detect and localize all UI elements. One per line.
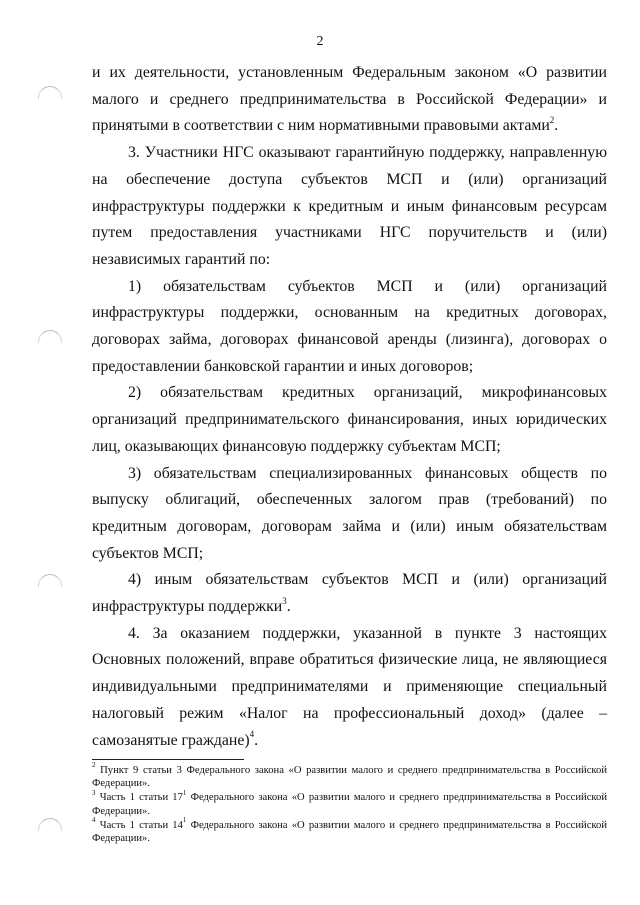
punch-hole-mark	[38, 574, 62, 587]
punch-hole-mark	[38, 818, 62, 831]
paragraph: 4. За оказанием поддержки, указанной в пункте 3 настоящих Основных положений, вправе обратиться физические лица, не являющиеся индивидуальными предпринимателями и применяющие специальный налоговый режим «Налог на профессиональный доход» (далее – самозанятые граждане)$^4$.	[92, 624, 607, 749]
footnotes	[92, 761, 608, 846]
footnote-ref[interactable]: 2	[549, 115, 555, 126]
footnote-separator	[92, 759, 244, 760]
list-item: 2) обязательствам кредитных организаций, микрофинансовых организаций предпринимательского финансирования, иных юридических лиц, оказывающих финансовую поддержку субъектам МСП;	[92, 384, 607, 455]
punch-hole-mark	[38, 330, 62, 343]
list-item: 3) обязательствам специализированных финансовых обществ по выпуску облигаций, обеспеченных залогом прав (требований) по кредитным договорам, договорам займа и (или) иным обязательствам субъектов МСП;	[92, 464, 607, 562]
document-body	[92, 60, 607, 754]
page-number: 2	[316, 34, 324, 49]
paragraph: и их деятельности, установленным Федеральным законом «О развитии малого и среднего предпринимательства в Российской Федерации» и принятыми в соответствии с ним нормативными правовыми актами$^2$.	[92, 64, 607, 135]
paragraph: 3. Участники НГС оказывают гарантийную поддержку, направленную на обеспечение доступа субъектов МСП и (или) организаций инфраструктуры поддержки к кредитным и иным финансовым ресурсам путем предоставления участниками НГС поручительств и (или) независимых гарантий по:	[92, 144, 607, 268]
footnote-ref[interactable]: 4	[249, 729, 255, 740]
footnote: $^2$ Пункт 9 статьи 3 Федерального закона «О развитии малого и среднего предпринимательства в Российской Федерации».	[92, 761, 607, 790]
footnote-ref[interactable]: 3	[282, 595, 287, 606]
footnote: $^3$ Часть 1 статьи $17^1$ Федерального закона «О развитии малого и среднего предпринимательства в Российской Федерации».	[92, 788, 608, 817]
list-item: 1) обязательствам субъектов МСП и (или) организаций инфраструктуры поддержки, основанным на кредитных договорах, договорах займа, договорах финансовой аренды (лизинга), договорах о предоставлении банковской гарантии и иных договоров;	[92, 277, 607, 375]
list-item: 4) иным обязательствам субъектов МСП и (или) организаций инфраструктуры поддержки$^3$.	[92, 571, 607, 616]
footnote: $^4$ Часть 1 статьи $14^1$ Федерального закона «О развитии малого и среднего предпринимательства в Российской Федерации».	[92, 816, 608, 845]
punch-hole-mark	[38, 86, 62, 99]
